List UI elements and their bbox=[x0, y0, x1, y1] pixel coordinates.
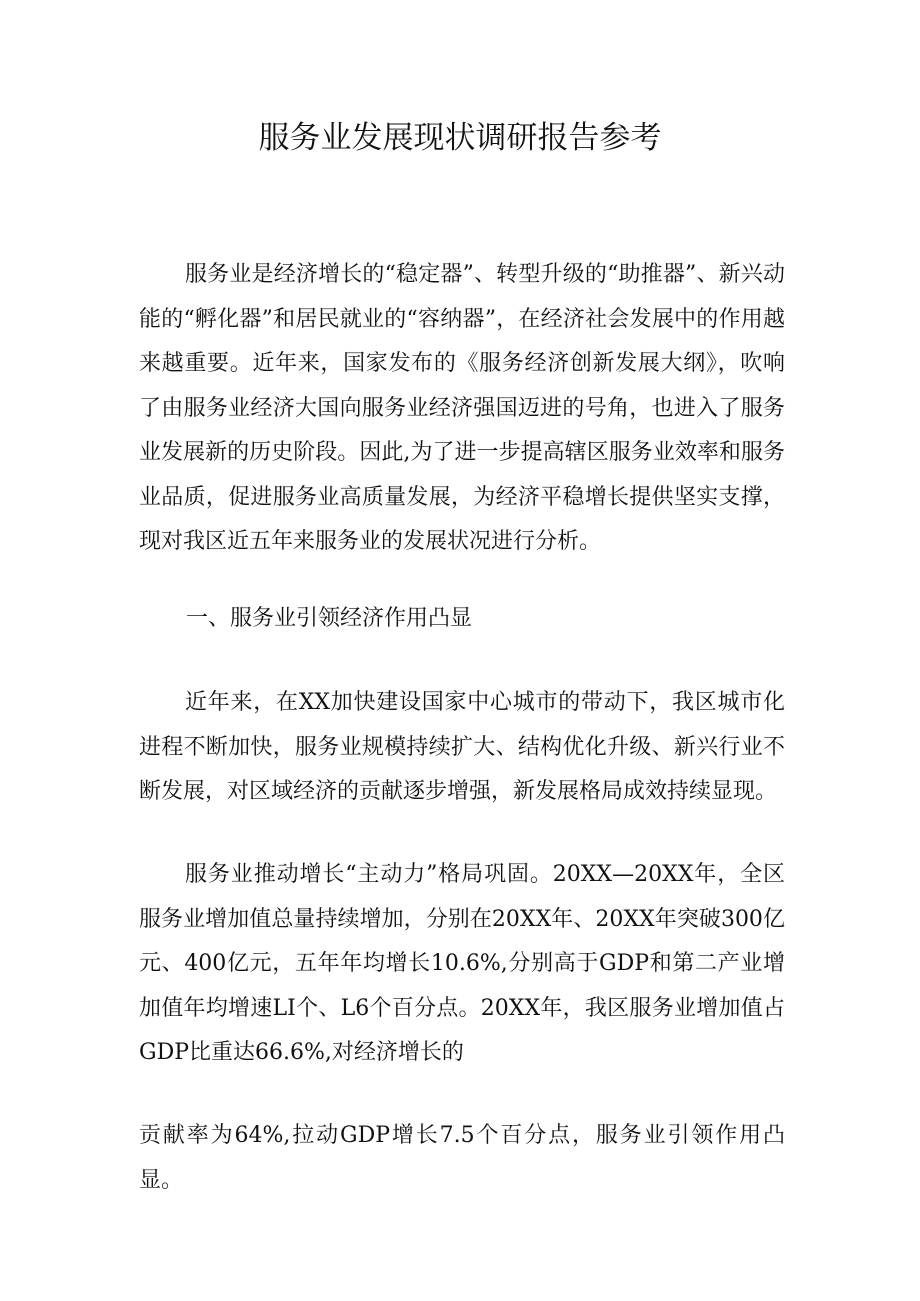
section-paragraph-3: 贡献率为64%,拉动GDP增长7.5个百分点，服务业引领作用凸显。 bbox=[139, 1123, 785, 1193]
section-heading: 一、服务业引领经济作用凸显 bbox=[186, 606, 473, 631]
section-paragraph-1: 近年来，在XX加快建设国家中心城市的带动下，我区城市化进程不断加快，服务业规模持续扩大、结构优化升级、新兴行业不断发展，对区域经济的贡献逐步增强，新发展格局成效持续显现。 bbox=[139, 690, 785, 804]
section-paragraph-2: 服务业推动增长“主动力”格局巩固。20XX—20XX年，全区服务业增加值总量持续增加，分别在20XX年、20XX年突破300亿元、400亿元，五年年均增长10.6%,分别高于GDP和第二产业增加值年均增速LI个、L6个百分点。20XX年，我区服务业增加值占GDP比重达66.6%,对经济增长的 bbox=[139, 862, 785, 1065]
document-title: 服务业发展现状调研报告参考 bbox=[258, 120, 662, 156]
intro-paragraph: 服务业是经济增长的“稳定器”、转型升级的“助推器”、新兴动能的“孵化器”和居民就业的“容纳器”，在经济社会发展中的作用越来越重要。近年来，国家发布的《服务经济创新发展大纲》，吹响了由服务业经济大国向服务业经济强国迈进的号角，也进入了服务业发展新的历史阶段。因此,为了进一步提高辖区服务业效率和服务业品质，促进服务业高质量发展，为经济平稳增长提供坚实支撑，现对我区近五年来服务业的发展状况进行分析。 bbox=[139, 262, 785, 554]
